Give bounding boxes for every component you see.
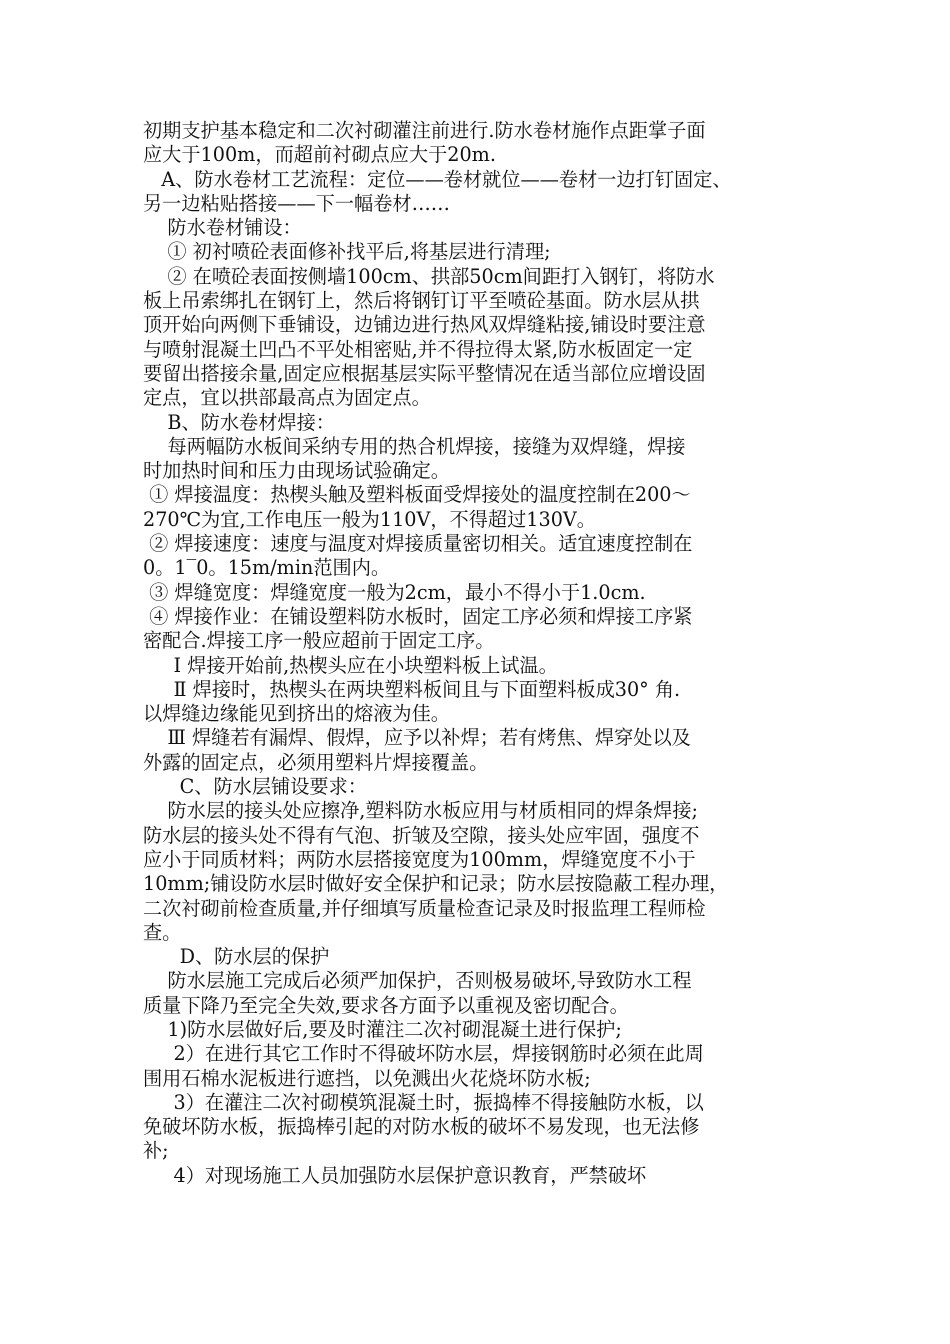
text-line: 防水层的接头处应擦净,塑料防水板应用与材质相同的焊条焊接; (143, 799, 699, 823)
text-line: 与喷射混凝土凹凸不平处相密贴,并不得拉得太紧,防水板固定一定 (143, 337, 693, 361)
text-line: 外露的固定点，必须用塑料片焊接覆盖。 (143, 750, 489, 774)
text-line: ② 焊接速度：速度与温度对焊接质量密切相关。适宜速度控制在 (143, 532, 693, 556)
text-line: 2）在进行其它工作时不得破坏防水层，焊接钢筋时必须在此周 (143, 1042, 704, 1066)
text-line: 要留出搭接余量,固定应根据基层实际平整情况在适当部位应增设固 (143, 361, 706, 385)
text-line: ① 初衬喷砼表面修补找平后,将基层进行清理; (143, 240, 551, 264)
text-line: 防水层施工完成后必须严加保护，否则极易破坏,导致防水工程 (143, 969, 692, 993)
text-line: A、防水卷材工艺流程：定位——卷材就位——卷材一边打钉固定、 (143, 167, 732, 191)
text-line: 270℃为宜,工作电压一般为110V，不得超过130V。 (143, 507, 596, 531)
text-line: B、防水卷材焊接： (143, 410, 335, 434)
text-line: ④ 焊接作业：在铺设塑料防水板时，固定工序必须和焊接工序紧 (143, 604, 693, 628)
text-line: 板上吊索绑扎在钢钉上，然后将钢钉订平至喷砼基面。防水层从拱 (143, 289, 700, 313)
text-line: 顶开始向两侧下垂铺设，边铺边进行热风双焊缝粘接,铺设时要注意 (143, 313, 706, 337)
text-line: 0。1‾0。15m/min范围内。 (143, 556, 391, 580)
text-line: ② 在喷砼表面按侧墙100cm、拱部50cm间距打入钢钉，将防水 (143, 264, 715, 288)
document-body (143, 119, 823, 1188)
text-line: 质量下降乃至完全失效,要求各方面予以重视及密切配合。 (143, 993, 629, 1017)
text-line: C、防水层铺设要求： (143, 775, 367, 799)
text-line: 补; (143, 1139, 169, 1163)
text-line: ③ 焊缝宽度：焊缝宽度一般为2cm，最小不得小于1.0cm. (143, 580, 646, 604)
text-line: 围用石棉水泥板进行遮挡，以免溅出火花烧坏防水板; (143, 1066, 591, 1090)
text-line: Ⅲ 焊缝若有漏焊、假焊，应予以补焊；若有烤焦、焊穿处以及 (143, 726, 691, 750)
text-line: 应大于100m，而超前衬砌点应大于20m. (143, 143, 496, 167)
text-line: 另一边粘贴搭接——下一幅卷材…… (143, 191, 450, 215)
text-line: 以焊缝边缘能见到挤出的熔液为佳。 (143, 702, 450, 726)
text-line: D、防水层的保护 (143, 945, 330, 969)
text-line: Ⅰ 焊接开始前,热楔头应在小块塑料板上试温。 (143, 653, 558, 677)
text-line: 每两幅防水板间采纳专用的热合机焊接，接缝为双焊缝，焊接 (143, 434, 686, 458)
text-line: 4）对现场施工人员加强防水层保护意识教育，严禁破坏 (143, 1163, 647, 1187)
text-line: 时加热时间和压力由现场试验确定。 (143, 459, 450, 483)
text-line: ① 焊接温度：热楔头触及塑料板面受焊接处的温度控制在200～ (143, 483, 691, 507)
text-line: 防水卷材铺设： (143, 216, 302, 240)
text-line: 3）在灌注二次衬砌模筑混凝土时，振捣棒不得接触防水板，以 (143, 1090, 704, 1114)
text-line: Ⅱ 焊接时，热楔头在两块塑料板间且与下面塑料板成30° 角. (143, 677, 681, 701)
text-line: 定点，宜以拱部最高点为固定点。 (143, 386, 431, 410)
text-line: 防水层的接头处不得有气泡、折皱及空隙，接头处应牢固，强度不 (143, 823, 700, 847)
text-line: 初期支护基本稳定和二次衬砌灌注前进行.防水卷材施作点距掌子面 (143, 119, 706, 142)
text-line: 10mm;铺设防水层时做好安全保护和记录；防水层按隐蔽工程办理， (143, 872, 729, 896)
text-line: 二次衬砌前检查质量,并仔细填写质量检查记录及时报监理工程师检 (143, 896, 706, 920)
text-line: 应小于同质材料；两防水层搭接宽度为100mm，焊缝宽度不小于 (143, 847, 696, 871)
text-line: 查。 (143, 920, 182, 944)
text-line: 密配合.焊接工序一般应超前于固定工序。 (143, 629, 495, 653)
text-line: 1)防水层做好后,要及时灌注二次衬砌混凝土进行保护; (143, 1017, 622, 1041)
text-line: 免破坏防水板，振捣棒引起的对防水板的破坏不易发现，也无法修 (143, 1115, 700, 1139)
